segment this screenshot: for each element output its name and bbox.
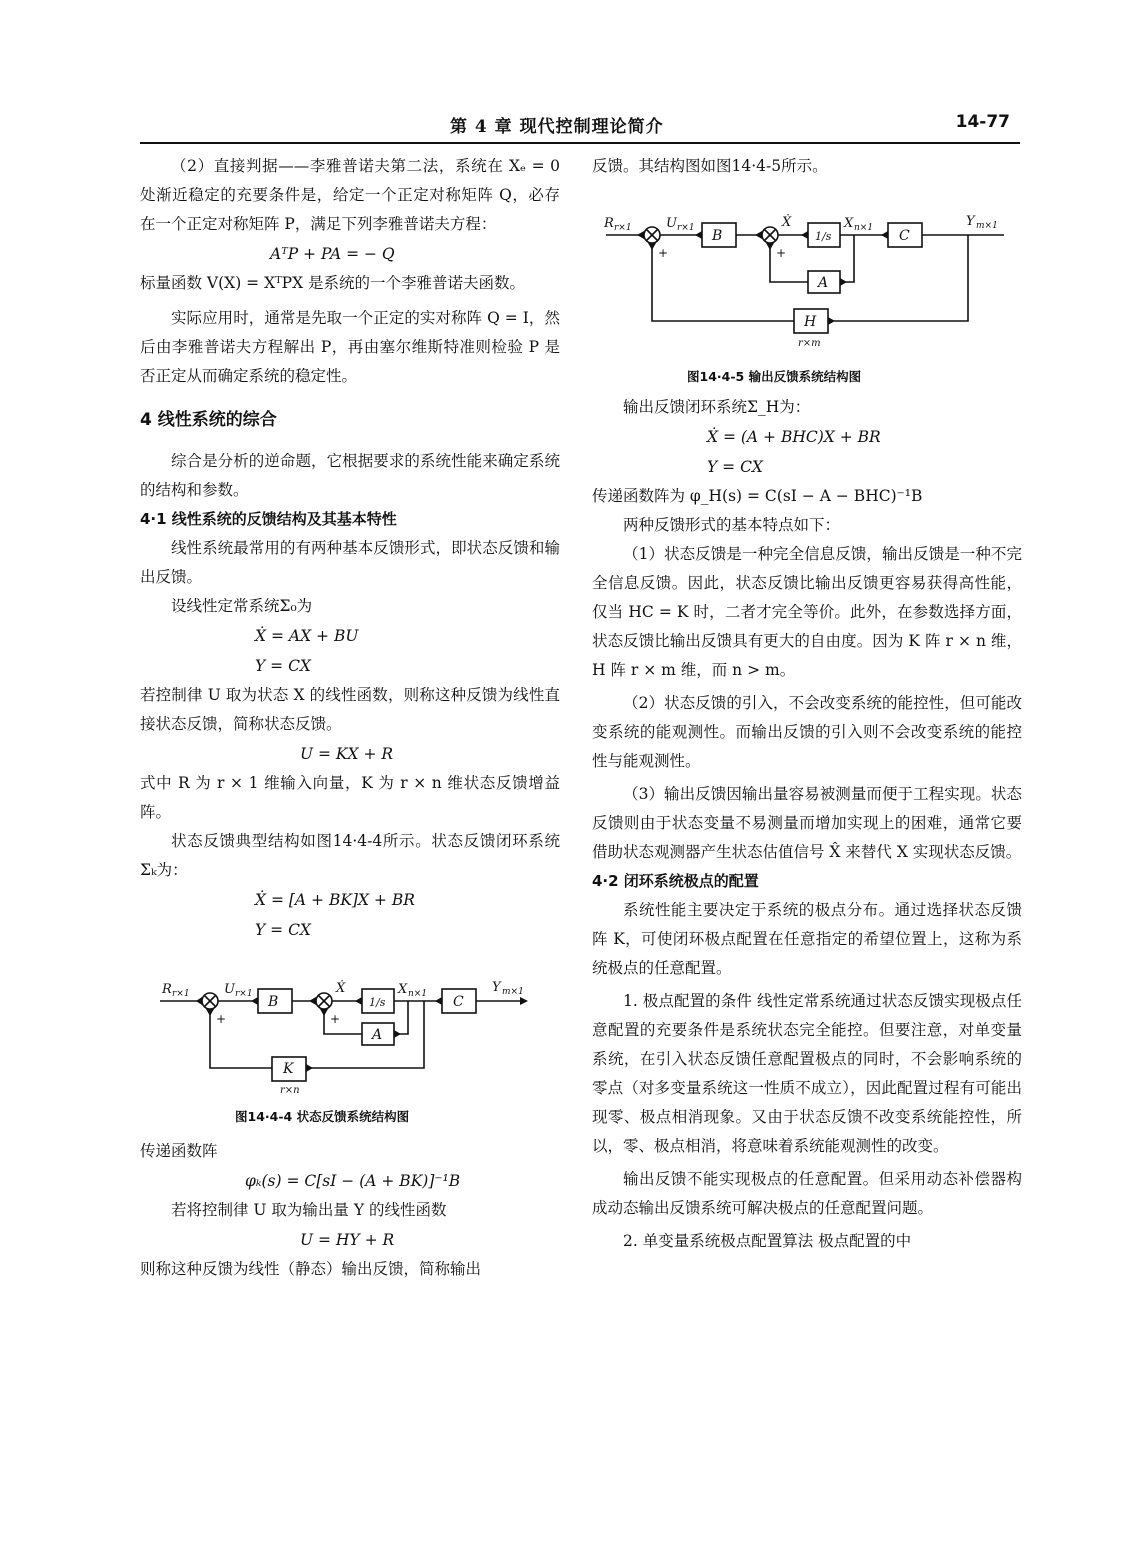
block-integrator: 1/s [815,230,832,243]
block-C: C [453,994,464,1010]
left-column [140,152,560,1284]
sum-sign: + [658,246,669,260]
equation: Y = CX [707,458,763,476]
paragraph: 综合是分析的逆命题，它根据要求的系统性能来确定系统的结构和参数。 [140,452,560,499]
equation: AᵀP + PA = − Q [270,245,395,263]
equation: U = KX + R [300,745,394,763]
equation: Ẋ = AX + BU [255,627,359,645]
paragraph: 两种反馈形式的基本特点如下： [623,516,841,534]
figure-output-feedback [592,203,1022,353]
block-C: C [899,228,910,244]
signal-Y-label: Y [966,214,975,229]
block-B: B [712,228,723,244]
signal-R-label: R [604,216,614,231]
signal-R-dim: r×1 [172,989,190,999]
paragraph: 1. 极点配置的条件 线性定常系统通过状态反馈实现极点任意配置的充要条件是系统状态完全能控。但要注意，对单变量系统，在引入状态反馈任意配置极点的同时，不会影响系统的零点（对多变量系统这一性质不成立），因此配置过程有可能出现零、极点相消现象。又由于状态反馈不改变系统能控性，所以，零、极点相消，将意味着系统能观测性的改变。 [592,992,1022,1155]
chapter-title: 第 4 章 现代控制理论简介 [450,117,664,137]
signal-U-label: U [666,216,677,231]
block-H: H [804,314,817,330]
paragraph: 传递函数阵为 φ_H(s) = C(sI − A − BHC)⁻¹B [592,487,923,505]
sum-sign: + [330,1012,341,1026]
page-number: 14-77 [955,112,1010,132]
paragraph: 则称这种反馈为线性（静态）输出反馈，简称输出 [140,1260,482,1278]
paragraph: 式中 R 为 r × 1 维输入向量，K 为 r × n 维状态反馈增益阵。 [140,774,560,821]
section-heading: 4 线性系统的综合 [140,410,277,430]
equation: φₖ(s) = C[sI − (A + BK)]⁻¹B [245,1172,461,1190]
subsection-heading: 4·1 线性系统的反馈结构及其基本特性 [140,510,397,528]
paragraph: 输出反馈闭环系统Σ_H为： [623,398,811,416]
paragraph: 若将控制律 U 取为输出量 Y 的线性函数 [171,1201,447,1219]
signal-Xdot-label: Ẋ [336,981,346,996]
sum-sign: + [216,1012,227,1026]
figure-state-feedback [140,965,560,1097]
figure-caption: 图14·4-5 输出反馈系统结构图 [687,369,862,384]
signal-R-label: R [162,982,172,997]
signal-Y-dim: m×1 [502,987,524,997]
equation: U = HY + R [300,1231,395,1249]
paragraph: 传递函数阵 [140,1142,218,1160]
paragraph: 状态反馈典型结构如图14·4-4所示。状态反馈闭环系统Σₖ为： [140,832,560,879]
block-K-dim: r×n [280,1085,300,1096]
signal-X-dim: n×1 [408,989,428,999]
equation: Ẋ = (A + BHC)X + BR [707,428,881,446]
sum-sign: + [776,246,787,260]
paragraph: 系统性能主要决定于系统的极点分布。通过选择状态反馈阵 K，可使闭环极点配置在任意指定的希望位置上，这称为系统极点的任意配置。 [592,901,1022,977]
paragraph: 标量函数 V(X) = XᵀPX 是系统的一个李雅普诺夫函数。 [140,274,526,292]
block-H-dim: r×m [798,338,821,349]
signal-Y-dim: m×1 [976,221,998,231]
page-header [140,112,1020,144]
paragraph: 线性系统最常用的有两种基本反馈形式，即状态反馈和输出反馈。 [140,539,560,586]
paragraph: （2）直接判据——李雅普诺夫第二法，系统在 Xₑ = 0 处渐近稳定的充要条件是，给定一个正定对称矩阵 Q，必存在一个正定对称矩阵 P，满足下列李雅普诺夫方程： [140,157,560,233]
equation: Y = CX [255,921,311,939]
signal-X-label: X [844,216,854,231]
paragraph: （1）状态反馈是一种完全信息反馈，输出反馈是一种不完全信息反馈。因此，状态反馈比输出反馈更容易获得高性能，仅当 HC = K 时，二者才完全等价。此外，在参数选择方面，状态反馈比输出反馈具有更大的自由度。因为 K 阵 r × n 维，H 阵 r × m 维，而 n > m。 [592,545,1022,679]
subsection-heading: 4·2 闭环系统极点的配置 [592,872,759,890]
signal-X-label: X [398,982,408,997]
paragraph: 若控制律 U 取为状态 X 的线性函数，则称这种反馈为线性直接状态反馈，简称状态反馈。 [140,686,560,733]
block-A: A [818,275,829,291]
signal-U-label: U [224,982,235,997]
paragraph: 输出反馈不能实现极点的任意配置。但采用动态补偿器构成动态输出反馈系统可解决极点的任意配置问题。 [592,1170,1022,1217]
paragraph: 设线性定常系统Σ₀为 [171,597,313,615]
block-B: B [268,994,279,1010]
right-column [592,152,1022,1256]
equation: Ẋ = [A + BK]X + BR [255,891,415,909]
signal-U-dim: r×1 [677,223,695,233]
paragraph: （2）状态反馈的引入，不会改变系统的能控性，但可能改变系统的能观测性。而输出反馈的引入则不会改变系统的能控性与能观测性。 [592,694,1022,770]
figure-caption: 图14·4-4 状态反馈系统结构图 [235,1109,410,1124]
signal-U-dim: r×1 [235,989,253,999]
paragraph: 反馈。其结构图如图14·4-5所示。 [592,157,828,175]
block-diagram-output-feedback [592,203,1022,353]
signal-Y-label: Y [492,980,501,995]
signal-R-dim: r×1 [614,223,632,233]
paragraph: 2. 单变量系统极点配置算法 极点配置的中 [623,1232,912,1250]
block-A: A [372,1027,383,1043]
paragraph: （3）输出反馈因输出量容易被测量而便于工程实现。状态反馈则由于状态变量不易测量而增加实现上的困难，通常它要借助状态观测器产生状态估值信号 X̂ 来替代 X 实现状态反馈。 [592,785,1022,861]
block-K: K [283,1061,294,1077]
signal-Xdot-label: Ẋ [782,215,792,230]
paragraph: 实际应用时，通常是先取一个正定的实对称阵 Q = I，然后由李雅普诺夫方程解出 P，再由塞尔维斯特准则检验 P 是否正定从而确定系统的稳定性。 [140,309,560,385]
equation: Y = CX [255,657,311,675]
block-integrator: 1/s [369,996,386,1009]
signal-X-dim: n×1 [854,223,874,233]
block-diagram-state-feedback [140,965,560,1097]
